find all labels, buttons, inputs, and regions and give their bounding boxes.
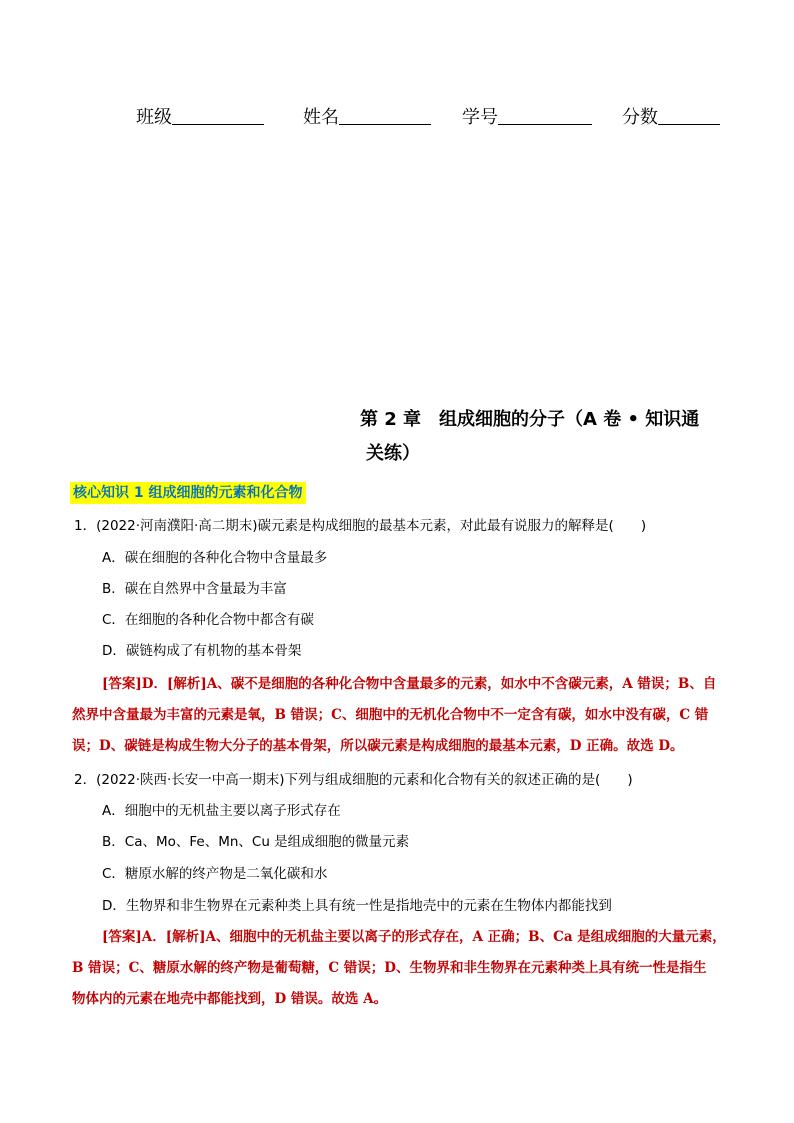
question-1-stem: 1．(2022·河南濮阳·高二期末)碳元素是构成细胞的最基本元素，对此最有说服力的解释是( ) [74, 518, 647, 534]
question-2-option-a: A．细胞中的无机盐主要以离子形式存在 [102, 803, 341, 819]
score-field [622, 104, 720, 131]
score-label: 分数 [622, 107, 658, 128]
question-1-option-a: A．碳在细胞的各种化合物中含量最多 [102, 550, 328, 566]
name-field [303, 104, 431, 131]
score-blank[interactable] [658, 104, 720, 125]
chapter-title-line2: 关练） [366, 443, 420, 464]
chapter-title [360, 403, 740, 471]
student-info-row [136, 104, 736, 130]
question-1-option-d: D．碳链构成了有机物的基本骨架 [102, 643, 302, 659]
question-1-answer-line-2: 然界中含量最为丰富的元素是氧，B 错误；C、细胞中的无机化合物中不一定含有碳，如水中没有碳，C 错 [72, 707, 709, 723]
class-label: 班级 [136, 107, 172, 128]
question-2-answer-line-2: B 错误；C、糖原水解的终产物是葡萄糖，C 错误；D、生物界和非生物界在元素种类上具有统一性是指生 [72, 960, 707, 976]
question-2-answer-line-3: 物体内的元素在地壳中都能找到，D 错误。故选 A。 [72, 991, 388, 1007]
class-blank[interactable] [172, 104, 264, 125]
question-2-option-b: B．Ca、Mo、Fe、Mn、Cu 是组成细胞的微量元素 [102, 834, 410, 850]
chapter-title-line1: 第 2 章 组成细胞的分子（A 卷 • 知识通 [360, 409, 700, 430]
question-1-answer-line-3: 误；D、碳链是构成生物大分子的基本骨架，所以碳元素是构成细胞的最基本元素，D 正确。故选 D。 [72, 738, 684, 754]
student-id-label: 学号 [462, 107, 498, 128]
question-2-option-c: C．糖原水解的终产物是二氧化碳和水 [102, 866, 328, 882]
question-1-option-b: B．碳在自然界中含量最为丰富 [102, 581, 287, 597]
name-label: 姓名 [303, 107, 339, 128]
student-id-blank[interactable] [498, 104, 592, 125]
section-heading: 核心知识 1 组成细胞的元素和化合物 [70, 482, 306, 504]
name-blank[interactable] [339, 104, 431, 125]
question-1-answer-line-1: [答案]D．[解析]A、碳不是细胞的各种化合物中含量最多的元素，如水中不含碳元素，A 错误；B、自 [102, 676, 717, 692]
student-id-field [462, 104, 592, 131]
question-2-stem: 2．(2022·陕西·长安一中高一期末)下列与组成细胞的元素和化合物有关的叙述正确的是( ) [74, 772, 633, 788]
question-2-option-d: D．生物界和非生物界在元素种类上具有统一性是指地壳中的元素在生物体内都能找到 [102, 898, 612, 914]
question-1-option-c: C．在细胞的各种化合物中都含有碳 [102, 612, 314, 628]
question-2-answer-line-1: [答案]A．[解析]A、细胞中的无机盐主要以离子的形式存在，A 正确；B、Ca 是组成细胞的大量元素， [102, 929, 726, 945]
class-field [136, 104, 264, 131]
